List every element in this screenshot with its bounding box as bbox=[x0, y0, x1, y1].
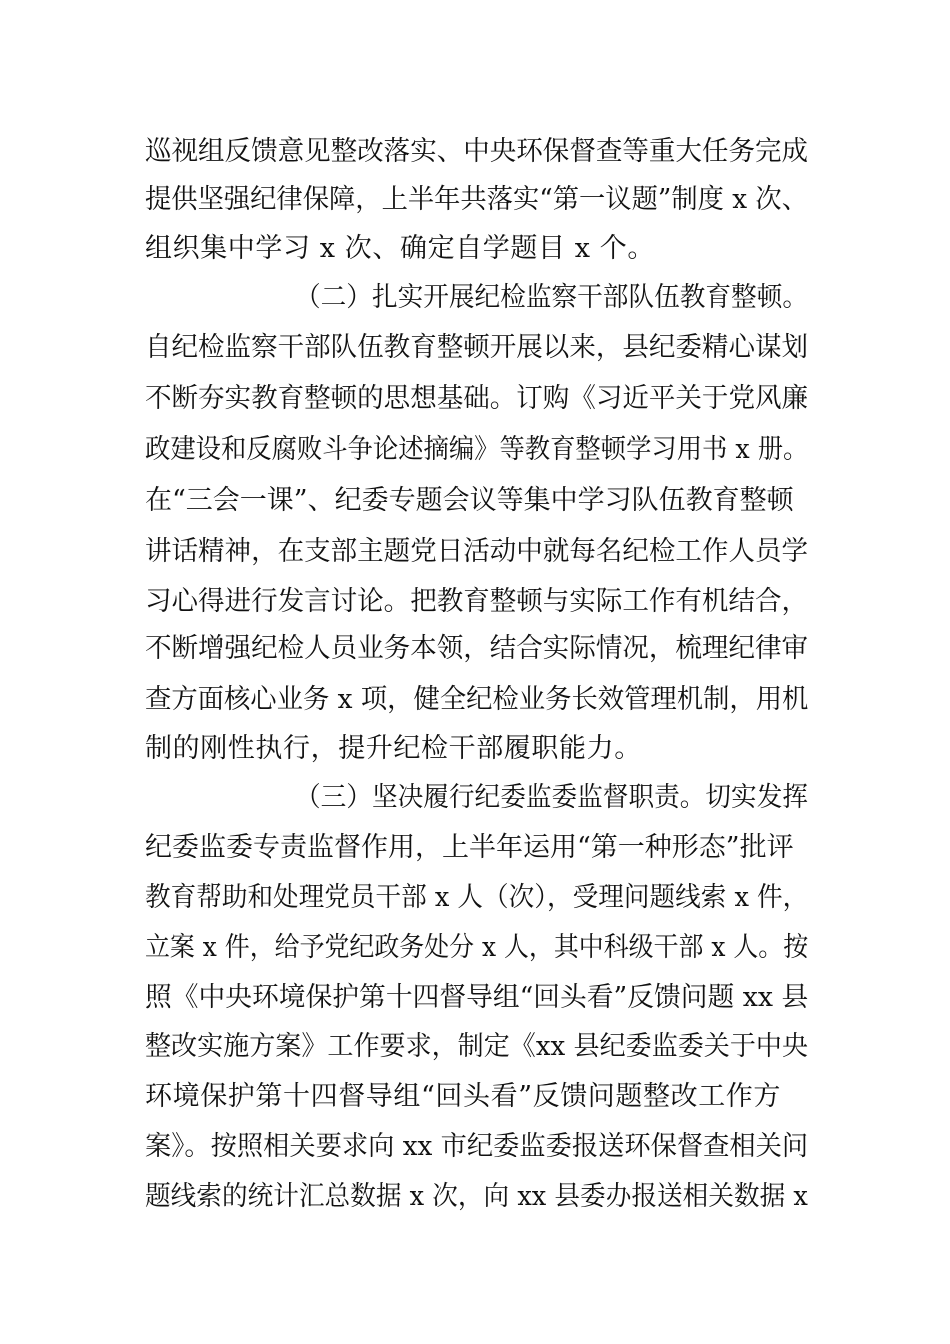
text-line: 习心得进行发言讨论。把教育整顿与实际工作有机结合， bbox=[145, 586, 808, 617]
text-line: 查方面核心业务 x 项，健全纪检业务长效管理机制，用机 bbox=[145, 684, 809, 715]
text-line: 在“三会一课”、纪委专题会议等集中学习队伍教育整顿 bbox=[145, 485, 794, 516]
text-line: 提供坚强纪律保障，上半年共落实“第一议题”制度 x 次、 bbox=[145, 184, 808, 215]
text-line: 制的刚性执行，提升纪检干部履职能力。 bbox=[145, 733, 642, 764]
text-line: 题线索的统计汇总数据 x 次，向 xx 县委办报送相关数据 x bbox=[145, 1181, 808, 1212]
text-line: 教育帮助和处理党员干部 x 人（次），受理问题线索 x 件， bbox=[145, 882, 809, 913]
text-line: 照《中央环境保护第十四督导组“回头看”反馈问题 xx 县 bbox=[145, 982, 809, 1013]
text-line: 讲话精神，在支部主题党日活动中就每名纪检工作人员学 bbox=[145, 536, 808, 567]
text-line: 案》。按照相关要求向 xx 市纪委监委报送环保督查相关问 bbox=[145, 1131, 809, 1162]
text-line: 不断增强纪检人员业务本领，结合实际情况，梳理纪律审 bbox=[145, 633, 808, 664]
text-line: 纪委监委专责监督作用，上半年运用“第一种形态”批评 bbox=[145, 832, 794, 863]
text-line: 巡视组反馈意见整改落实、中央环保督查等重大任务完成 bbox=[145, 136, 808, 167]
text-line: 立案 x 件，给予党纪政务处分 x 人，其中科级干部 x 人。按 bbox=[145, 932, 809, 963]
section-heading: （二）扎实开展纪检监察干部队伍教育整顿。 bbox=[295, 282, 808, 313]
text-line: 不断夯实教育整顿的思想基础。订购《习近平关于党风廉 bbox=[145, 383, 808, 414]
text-line: 政建设和反腐败斗争论述摘编》等教育整顿学习用书 x 册。 bbox=[145, 434, 809, 465]
text-line: 整改实施方案》工作要求，制定《xx 县纪委监委关于中央 bbox=[145, 1031, 809, 1062]
text-line: 环境保护第十四督导组“回头看”反馈问题整改工作方 bbox=[145, 1081, 782, 1112]
section-heading: （三）坚决履行纪委监委监督职责。切实发挥 bbox=[295, 782, 808, 813]
text-line: 自纪检监察干部队伍教育整顿开展以来，县纪委精心谋划 bbox=[145, 332, 808, 363]
text-line: 组织集中学习 x 次、确定自学题目 x 个。 bbox=[145, 233, 655, 264]
